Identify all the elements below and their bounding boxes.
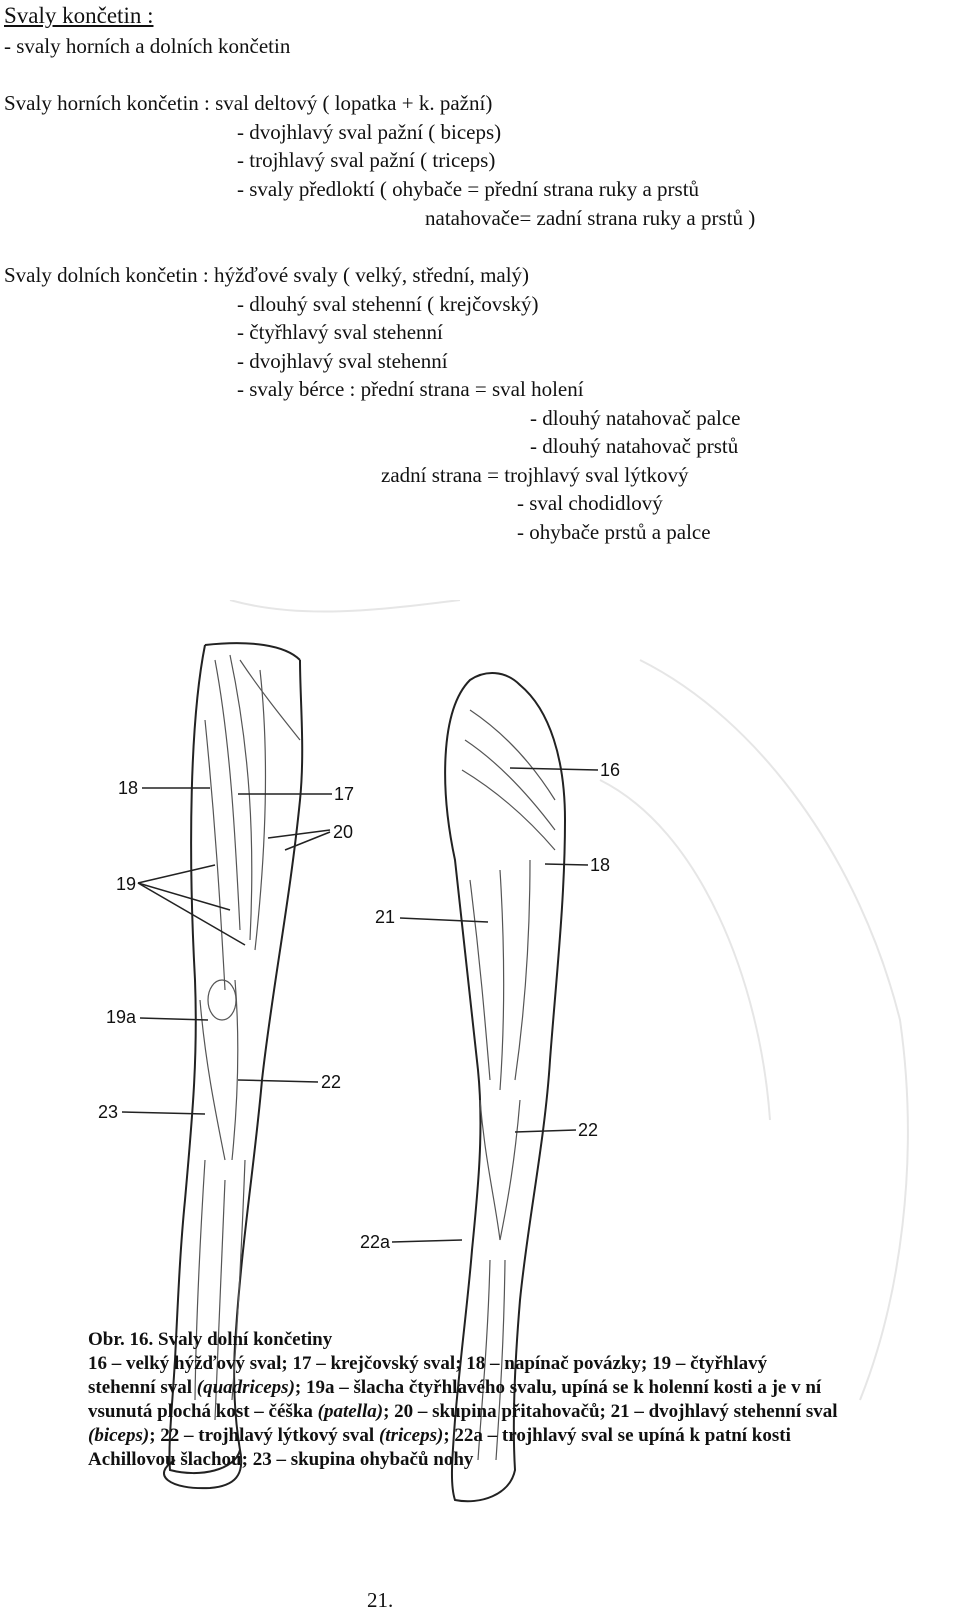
figure-label: 18 bbox=[118, 778, 139, 798]
figure-label: 16 bbox=[600, 760, 621, 780]
figure-label: 22 bbox=[321, 1072, 342, 1092]
background-sketch bbox=[230, 600, 908, 1400]
intro-line: - svaly horních a dolních končetin bbox=[4, 34, 291, 58]
lower-limb-heading: Svaly dolních končetin : hýžďové svaly ( velký, střední, malý) bbox=[4, 263, 530, 287]
caption-text: vsunutá plochá kost – čéška bbox=[88, 1401, 318, 1422]
figure-label: 22 bbox=[578, 1120, 599, 1140]
lower-limb-item: - dlouhý sval stehenní ( krejčovský) bbox=[237, 292, 539, 316]
caption-italic: (triceps) bbox=[378, 1425, 444, 1446]
figure-caption-line: 16 – velký hýžďový sval; 17 – krejčovský sval; 18 – napínač povázky; 19 – čtyřhlavý bbox=[88, 1353, 768, 1374]
figure-caption-title: Obr. 16. Svaly dolní končetiny bbox=[88, 1329, 333, 1350]
caption-italic: (quadriceps) bbox=[196, 1377, 295, 1398]
caption-text: ; 22 – trojhlavý lýtkový sval bbox=[149, 1425, 379, 1446]
figure-label: 21 bbox=[375, 907, 396, 927]
upper-limb-item: - svaly předloktí ( ohybače = přední strana ruky a prstů bbox=[237, 177, 700, 201]
figure-caption-line bbox=[88, 1424, 918, 1448]
upper-limb-item: - dvojhlavý sval pažní ( biceps) bbox=[237, 120, 502, 144]
upper-limb-item: - trojhlavý sval pažní ( triceps) bbox=[237, 148, 496, 172]
figure-caption-line: Achillovou šlachou; 23 – skupina ohybačů nohy bbox=[88, 1449, 474, 1470]
figure-label: 20 bbox=[333, 822, 354, 842]
caption-italic: (patella) bbox=[317, 1401, 384, 1422]
figure-caption-line bbox=[88, 1376, 918, 1400]
lower-limb-item: - svaly bérce : přední strana = sval holení bbox=[237, 377, 584, 401]
lower-limb-item: - sval chodidlový bbox=[517, 491, 663, 515]
figure-label: 22a bbox=[360, 1232, 391, 1252]
figure-label: 17 bbox=[334, 784, 355, 804]
leader-lines bbox=[122, 768, 598, 1242]
upper-limb-item: natahovače= zadní strana ruky a prstů ) bbox=[425, 206, 756, 230]
lower-limb-item: - dlouhý natahovač prstů bbox=[530, 434, 739, 458]
page-number: 21. bbox=[367, 1588, 394, 1612]
upper-limb-heading: Svaly horních končetin : sval deltový ( lopatka + k. pažní) bbox=[4, 91, 493, 115]
caption-text: ; 22a – trojhlavý sval se upíná k patní kosti bbox=[443, 1425, 791, 1446]
lower-limb-item: - dlouhý natahovač palce bbox=[530, 406, 741, 430]
figure-caption-line bbox=[88, 1400, 918, 1424]
figure-label: 19 bbox=[116, 874, 137, 894]
caption-text: ; 20 – skupina přitahovačů; 21 – dvojhlavý stehenní sval bbox=[383, 1401, 838, 1422]
caption-italic: (biceps) bbox=[88, 1425, 150, 1446]
caption-text: ; 19a – šlacha čtyřhlavého svalu, upíná se k holenní kosti a je v ní bbox=[294, 1377, 822, 1398]
figure-label: 18 bbox=[590, 855, 611, 875]
lower-limb-item: - ohybače prstů a palce bbox=[517, 520, 711, 544]
figure-label: 23 bbox=[98, 1102, 119, 1122]
lower-limb-item: - dvojhlavý sval stehenní bbox=[237, 349, 448, 373]
lower-limb-item: - čtyřhlavý sval stehenní bbox=[237, 320, 443, 344]
page-title: Svaly končetin : bbox=[4, 3, 154, 28]
lower-limb-item: zadní strana = trojhlavý sval lýtkový bbox=[381, 463, 689, 487]
figure-label: 19a bbox=[106, 1007, 137, 1027]
caption-text: stehenní sval bbox=[88, 1377, 197, 1398]
